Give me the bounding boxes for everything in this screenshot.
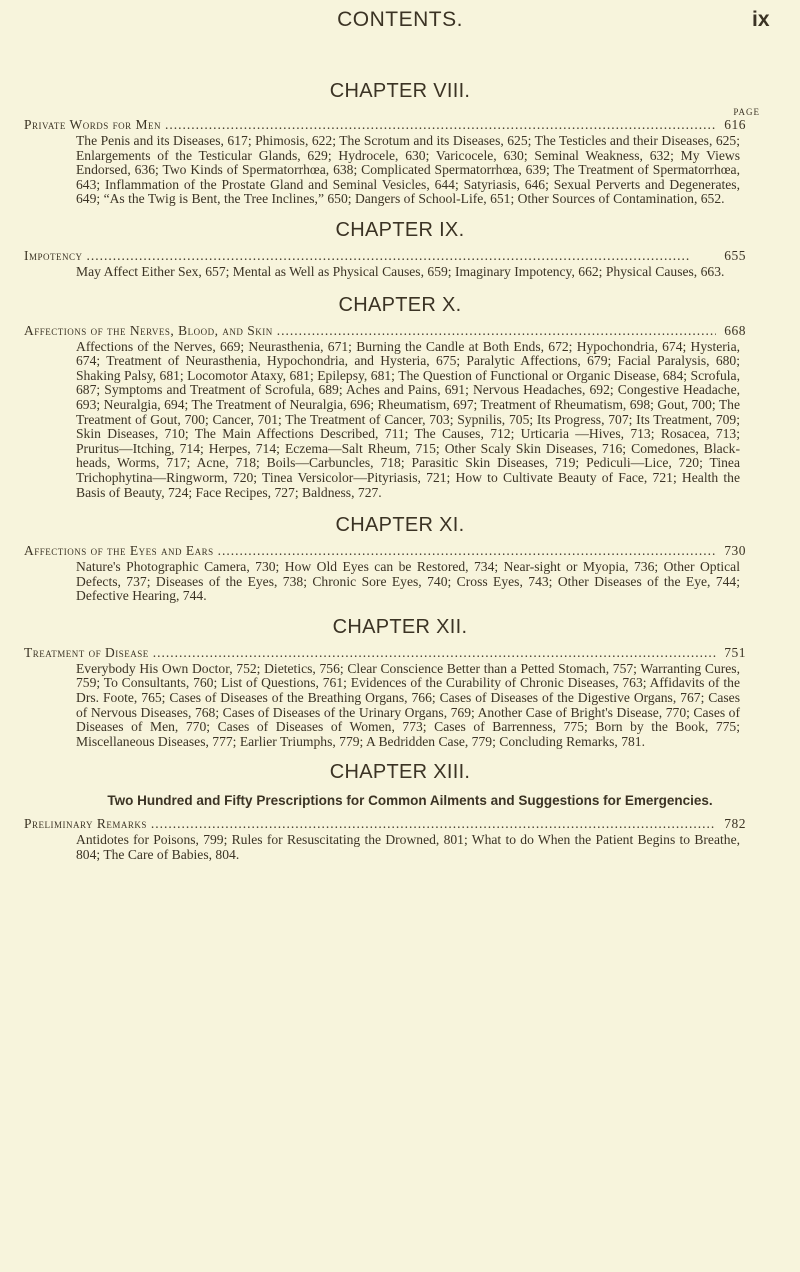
- entry-page: 730: [724, 543, 746, 559]
- entry-topics: Everybody His Own Doctor, 752; Dietetics, 756; Clear Conscience Better than a Petted Stomach, 757; Warranting Cures, 759; To Consultants, 760; List of Questions, 761; Evidences of the Curability of Chronic Diseases, 763; Affidavits of the Drs. Foote, 765; Cases of Diseases of the Breathing Organs, 766; Cases of Diseases of the Digestive Organs, 767; Cases of Nervous Diseases, 768; Cases of Diseases of the Urinary Organs, 769; Another Case of Bright's Disease, 770; Cases of Diseases of Men, 770; Cases of Diseases of Women, 773; Cases of Barrenness, 775; Born by the Book, 775; Miscellaneous Diseases, 777; Earlier Triumphs, 779; A Bedridden Case, 779; Concluding Remarks, 781.: [76, 660, 740, 749]
- chapter-12: [0, 616, 800, 750]
- toc-entry[interactable]: [24, 543, 746, 559]
- toc-entry[interactable]: [24, 248, 746, 264]
- entry-title: Preliminary Remarks: [24, 816, 147, 832]
- entry-page: 668: [724, 322, 746, 338]
- toc-entry[interactable]: [24, 645, 746, 661]
- entry-topics: The Penis and its Diseases, 617; Phimosis, 622; The Scrotum and its Diseases, 625; The Testicles and their Diseases, 625; Enlargements of the Testicular Glands, 629; Hydrocele, 630; Varicocele, 630; Seminal Weakness, 632; My Views Endorsed, 636; Two Kinds of Spermatorrhœa, 638; Complicated Spermatorrhœa, 639; The Treatment of Spermatorrhœa, 643; Inflammation of the Prostate Gland and Seminal Vesicles, 644; Satyriasis, 646; Sexual Perverts and Degenerates, 649; “As the Twig is Bent, the Tree Inclines,” 650; Dangers of School-Life, 651; Other Sources of Contamination, 652.: [76, 133, 740, 207]
- chapter-heading: CHAPTER X.: [338, 293, 462, 316]
- chapter-11: [0, 514, 800, 604]
- entry-title: Private Words for Men: [24, 117, 161, 132]
- chapter-9: [0, 219, 800, 280]
- leader-dots: [153, 645, 716, 661]
- running-head: [0, 8, 800, 32]
- entry-title: Treatment of Disease: [24, 644, 149, 660]
- entry-topics: Antidotes for Poisons, 799; Rules for Resuscitating the Drowned, 801; What to do When the Patient Begins to Breathe, 804; The Care of Babies, 804.: [76, 832, 740, 863]
- entry-title: Affections of the Nerves, Blood, and Skin: [24, 322, 273, 338]
- chapter-heading: CHAPTER XIII.: [329, 761, 471, 784]
- running-title: CONTENTS.: [337, 8, 463, 31]
- chapter-heading: CHAPTER XII.: [332, 615, 468, 638]
- entry-title: Affections of the Eyes and Ears: [24, 543, 214, 559]
- entry-page: 616: [724, 117, 746, 132]
- chapter-heading: CHAPTER IX.: [335, 218, 465, 241]
- entry-topics: May Affect Either Sex, 657; Mental as Well as Physical Causes, 659; Imaginary Impotency, 662; Physical Causes, 663.: [76, 263, 725, 279]
- leader-dots: [165, 117, 716, 133]
- chapter-8: [0, 80, 800, 207]
- toc-entry[interactable]: [24, 816, 746, 832]
- entry-topics: Nature's Photographic Camera, 730; How Old Eyes can be Restored, 734; Near-sight or Myopia, 736; Other Optical Defects, 737; Diseases of the Eyes, 738; Chronic Sore Eyes, 740; Cross Eyes, 743; Other Diseases of the Eye, 744; Defective Hearing, 744.: [76, 559, 740, 604]
- entry-page: 751: [724, 644, 746, 660]
- chapter-13: [0, 761, 800, 862]
- table-of-contents: [0, 70, 800, 863]
- page-number: ix: [752, 8, 770, 31]
- chapter-heading: CHAPTER XI.: [335, 514, 465, 537]
- leader-dots: [218, 543, 716, 559]
- toc-entry[interactable]: [24, 117, 746, 133]
- entry-page: 782: [724, 816, 746, 832]
- chapter-subtitle: Two Hundred and Fifty Prescriptions for Common Ailments and Suggestions for Emergencies.: [107, 793, 713, 809]
- leader-dots: [151, 816, 716, 832]
- leader-dots: [277, 323, 716, 339]
- leader-dots: [87, 248, 717, 264]
- toc-entry[interactable]: [24, 323, 746, 339]
- entry-title: Impotency: [24, 247, 83, 263]
- chapter-10: [0, 294, 800, 501]
- chapter-heading: CHAPTER VIII.: [329, 80, 471, 102]
- page-column-label: PAGE: [733, 107, 760, 117]
- entry-topics: Affections of the Nerves, 669; Neurasthenia, 671; Burning the Candle at Both Ends, 672; Hypochondria, 674; Hysteria, 674; Treatment of Neurasthenia, Hypochondria, and Hysteria, 675; Paralytic Affections, 679; Facial Paralysis, 680; Shaking Palsy, 681; Locomotor Ataxy, 681; Epilepsy, 681; The Question of Functional or Organic Disease, 684; Scrofula, 687; Symptoms and Treatment of Scrofula, 689; Aches and Pains, 691; Nervous Headaches, 692; Congestive Headache, 693; Neuralgia, 694; The Treatment of Neuralgia, 696; Rheumatism, 697; Treatment of Rheumatism, 698; Gout, 700; The Treatment of Gout, 700; Cancer, 701; The Treatment of Cancer, 703; Sypnilis, 705; Its Progress, 707; Its Treatment, 709; Skin Diseases, 710; The Main Affections Described, 711; The Causes, 712; Urticaria —Hives, 713; Rosacea, 713; Pruritus—Itching, 714; Herpes, 714; Eczema—Salt Rheum, 715; Other Scaly Skin Diseases, 716; Comedones, Black-heads, Worms, 717; Acne, 718; Boils—Carbuncles, 718; Parasitic Skin Diseases, 719; Pediculi—Lice, 720; Tinea Trichophytina—Ringworm, 720; Tinea Versicolor—Pityriasis, 721; How to Cultivate Beauty of Face, 721; Health the Basis of Beauty, 724; Face Recipes, 727; Baldness, 727.: [76, 338, 740, 500]
- entry-page: 655: [724, 247, 746, 263]
